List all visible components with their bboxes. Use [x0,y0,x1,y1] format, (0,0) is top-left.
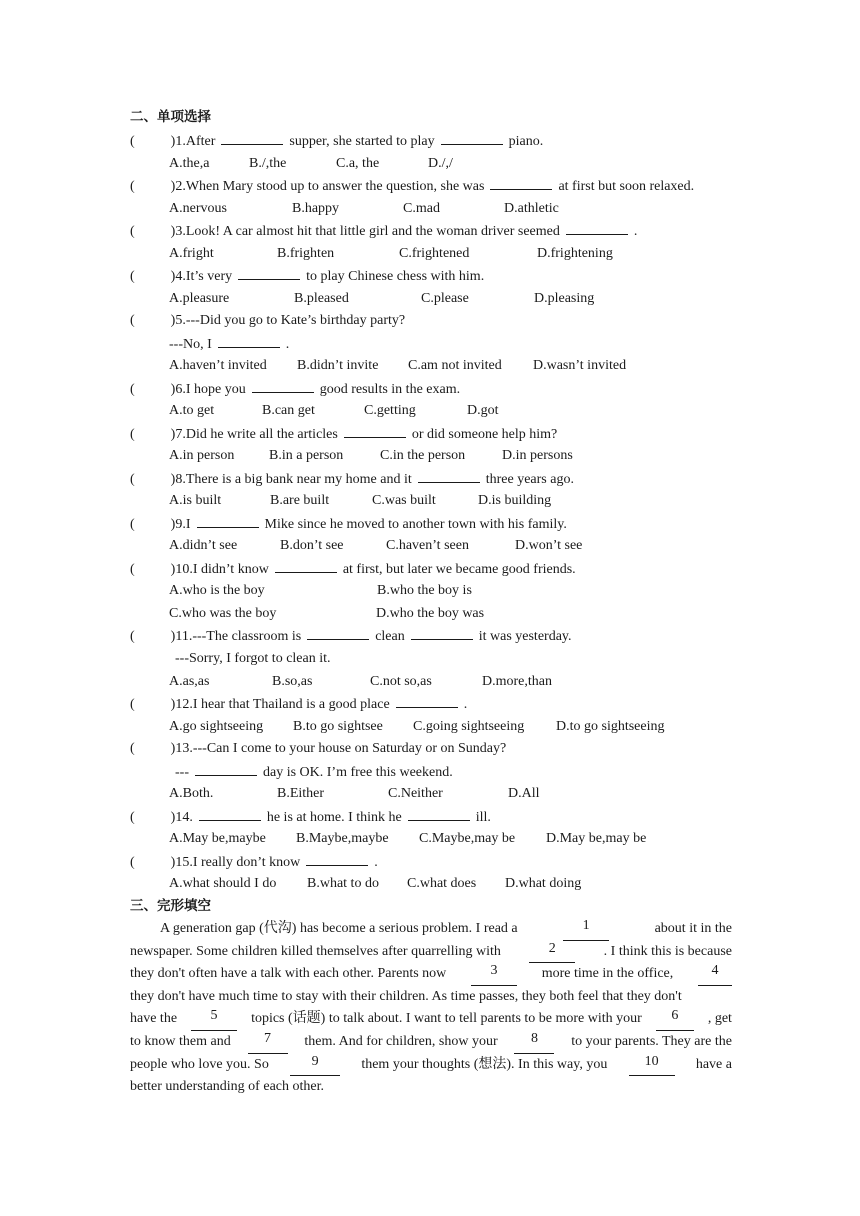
question-7 [130,425,557,444]
option-a: A.is built [169,493,222,508]
passage-text: people who love you. So [130,1056,269,1072]
cloze-gap: 10 [629,1054,675,1077]
answer-paren-close: ) [170,697,176,712]
option-c: C.not so,as [370,674,432,689]
passage-line [130,1054,732,1077]
option-b: B.happy [292,201,340,216]
answer-paren-close: ) [170,134,176,149]
cloze-gap: 9 [290,1054,340,1077]
question-5-line2 [169,335,289,354]
question-text: 5.---Did you go to Kate’s birthday party? [175,313,406,328]
option-d: D.pleasing [534,291,595,306]
question-text: 3.Look! A car almost hit that little girl and the woman driver seemed [175,224,560,239]
option-c: C.mad [403,201,440,216]
option-d: D.got [467,403,499,418]
question-text: 11.---The classroom is [175,629,302,644]
question-text: or did someone help him? [411,427,558,442]
option-d: D.frightening [537,246,613,261]
answer-paren-close: ) [170,179,176,194]
question-text: to play Chinese chess with him. [306,269,485,284]
answer-paren-close: ) [170,517,176,532]
option-d: D.is building [478,493,552,508]
passage-line [130,963,732,986]
answer-paren-open: ( [130,224,135,239]
option-d: D.who the boy was [376,606,485,621]
question-text: 8.There is a big bank near my home and it [175,472,412,487]
passage-text: about it in the [654,921,732,936]
question-text: at first but soon relaxed. [558,179,695,194]
section-2-title: 二、单项选择 [130,109,211,125]
answer-paren-open: ( [130,179,135,194]
option-d: D.in persons [502,448,573,463]
question-text: piano. [508,134,544,149]
passage-text: more time in the office, [541,966,674,982]
question-10 [130,560,576,579]
option-c: C.getting [364,403,416,418]
question-text: ill. [475,810,491,825]
answer-paren-close: ) [170,427,176,442]
passage-text: they don't have much time to stay with their children. As time passes, they both feel that they don't [130,988,682,1004]
question-text: ---No, I [169,337,212,352]
option-c: C.who was the boy [169,606,277,621]
passage-text: to your parents. They are the [571,1033,732,1049]
answer-blank [306,853,368,866]
question-text: three years ago. [485,472,574,487]
question-text: 6.I hope you [175,382,246,397]
option-b: B.in a person [269,448,344,463]
option-b: B.so,as [272,674,313,689]
answer-paren-close: ) [170,741,176,756]
passage-line [130,918,732,941]
question-2 [130,177,694,196]
question-text: 10.I didn’t know [175,562,269,577]
question-3 [130,222,637,241]
question-text: 15.I really don’t know [175,855,301,870]
option-a: A.who is the boy [169,583,265,598]
question-text: . [285,337,290,352]
question-text: 12.I hear that Thailand is a good place [175,697,390,712]
option-a: A.Both. [169,786,214,801]
answer-paren-close: ) [170,562,176,577]
question-text: 1.After [175,134,216,149]
answer-blank [344,425,406,438]
question-text: at first, but later we became good friends. [342,562,576,577]
answer-paren-open: ( [130,472,135,487]
option-a: A.haven’t invited [169,358,267,373]
passage-line [130,1031,732,1054]
option-c: C.haven’t seen [386,538,469,553]
passage-line [130,1008,732,1031]
question-text: 2.When Mary stood up to answer the question, she was [175,179,485,194]
option-b: B.are built [270,493,330,508]
answer-paren-close: ) [170,855,176,870]
question-1 [130,132,543,151]
option-b: B.who the boy is [377,583,472,598]
option-d: D./,/ [428,156,453,171]
option-d: D.athletic [504,201,559,216]
option-b: B.didn’t invite [297,358,379,373]
answer-paren-open: ( [130,313,135,328]
answer-blank [307,627,369,640]
answer-paren-open: ( [130,382,135,397]
cloze-gap: 3 [471,963,517,986]
answer-paren-open: ( [130,855,135,870]
section-3-title: 三、完形填空 [130,898,211,914]
option-c: C.Neither [388,786,443,801]
answer-paren-close: ) [170,810,176,825]
option-c: C.in the person [380,448,466,463]
question-15 [130,853,378,872]
answer-blank [566,222,628,235]
question-text: clean [375,629,405,644]
answer-paren-open: ( [130,629,135,644]
answer-blank [199,808,261,821]
cloze-gap: 5 [191,1008,237,1031]
answer-paren-open: ( [130,134,135,149]
answer-blank [197,515,259,528]
question-text: supper, she started to play [289,134,435,149]
option-a: A.fright [169,246,214,261]
passage-text: topics (话题) to talk about. I want to tell parents to be more with your [251,1011,642,1027]
option-b: B.to go sightsee [293,719,383,734]
question-text: 4.It’s very [175,269,233,284]
option-d: D.more,than [482,674,552,689]
question-text: Mike since he moved to another town with his family. [264,517,567,532]
question-4 [130,267,484,286]
option-a: A.in person [169,448,235,463]
question-12 [130,695,467,714]
answer-blank [275,560,337,573]
cloze-gap: 2 [529,941,575,964]
option-a: A.didn’t see [169,538,238,553]
answer-blank [218,335,280,348]
answer-blank [221,132,283,145]
question-9 [130,515,567,534]
answer-paren-open: ( [130,427,135,442]
cloze-gap: 6 [656,1008,694,1031]
passage-line [130,1076,732,1099]
answer-paren-open: ( [130,741,135,756]
question-text: 7.Did he write all the articles [175,427,338,442]
option-d: D.May be,may be [546,831,647,846]
passage-text: them your thoughts (想法). In this way, you [361,1056,608,1072]
cloze-gap: 8 [514,1031,554,1054]
answer-blank [238,267,300,280]
question-text: 9.I [175,517,191,532]
passage-text: better understanding of each other. [130,1079,324,1095]
option-a: A.pleasure [169,291,230,306]
option-b: B.what to do [307,876,379,891]
option-a: A.what should I do [169,876,277,891]
passage-text: , get [707,1011,732,1027]
question-8 [130,470,574,489]
option-d: D.to go sightseeing [556,719,665,734]
question-text: day is OK. I’m free this weekend. [263,765,453,780]
option-a: A.nervous [169,201,227,216]
answer-blank [441,132,503,145]
answer-blank [252,380,314,393]
question-11 [130,627,572,646]
option-d: D.wasn’t invited [533,358,627,373]
option-b: B.frighten [277,246,335,261]
passage-text: to know them and [130,1033,231,1049]
answer-paren-close: ) [170,224,176,239]
question-text: he is at home. I think he [266,810,402,825]
question-text: --- [175,765,189,780]
passage-text: newspaper. Some children killed themselves after quarrelling with [130,943,501,959]
option-b: B.Maybe,maybe [296,831,389,846]
answer-blank [396,695,458,708]
option-c: C.what does [407,876,477,891]
option-a: A.as,as [169,674,210,689]
option-d: D.All [508,786,540,801]
option-d: D.won’t see [515,538,583,553]
answer-paren-open: ( [130,810,135,825]
cloze-passage [130,918,732,1099]
option-b: B.Either [277,786,325,801]
answer-paren-close: ) [170,269,176,284]
option-b: B.can get [262,403,315,418]
passage-text: A generation gap (代沟) has become a serious problem. I read a [160,921,518,936]
question-14 [130,808,491,827]
passage-text: . I think this is because [603,943,732,959]
passage-text: have the [130,1011,178,1027]
answer-paren-close: ) [170,629,176,644]
option-c: C.please [421,291,469,306]
question-text: good results in the exam. [319,382,461,397]
answer-blank [411,627,473,640]
answer-paren-close: ) [170,472,176,487]
option-c: C.going sightseeing [413,719,525,734]
answer-blank [490,177,552,190]
option-d: D.what doing [505,876,582,891]
option-c: C.frightened [399,246,470,261]
cloze-gap: 4 [698,963,732,986]
option-a: A.go sightseeing [169,719,264,734]
option-a: A.May be,maybe [169,831,266,846]
question-5 [130,312,405,330]
passage-text: have a [695,1056,732,1072]
question-11-line2: ---Sorry, I forgot to clean it. [175,651,331,666]
question-text: . [633,224,638,239]
option-a: A.to get [169,403,215,418]
passage-line [130,941,732,964]
answer-blank [195,763,257,776]
option-a: A.the,a [169,156,210,171]
question-text: . [374,855,378,870]
question-text: it was yesterday. [478,629,572,644]
option-b: B.pleased [294,291,349,306]
answer-paren-close: ) [170,313,176,328]
question-6 [130,380,460,399]
option-c: C.was built [372,493,436,508]
cloze-gap: 1 [563,918,609,941]
question-text: . [463,697,468,712]
cloze-gap: 7 [248,1031,288,1054]
question-13-line2 [175,763,453,782]
option-b: B./,the [249,156,287,171]
answer-paren-open: ( [130,517,135,532]
passage-line [130,986,732,1009]
answer-blank [418,470,480,483]
passage-text: they don't often have a talk with each other. Parents now [130,966,447,982]
answer-paren-open: ( [130,562,135,577]
question-text: 14. [175,810,193,825]
question-text: 13.---Can I come to your house on Saturday or on Sunday? [175,741,507,756]
option-c: C.a, the [336,156,380,171]
option-c: C.am not invited [408,358,502,373]
option-c: C.Maybe,may be [419,831,516,846]
answer-paren-open: ( [130,269,135,284]
question-13 [130,740,506,758]
option-b: B.don’t see [280,538,344,553]
passage-text: them. And for children, show your [304,1033,498,1049]
answer-blank [408,808,470,821]
answer-paren-close: ) [170,382,176,397]
answer-paren-open: ( [130,697,135,712]
